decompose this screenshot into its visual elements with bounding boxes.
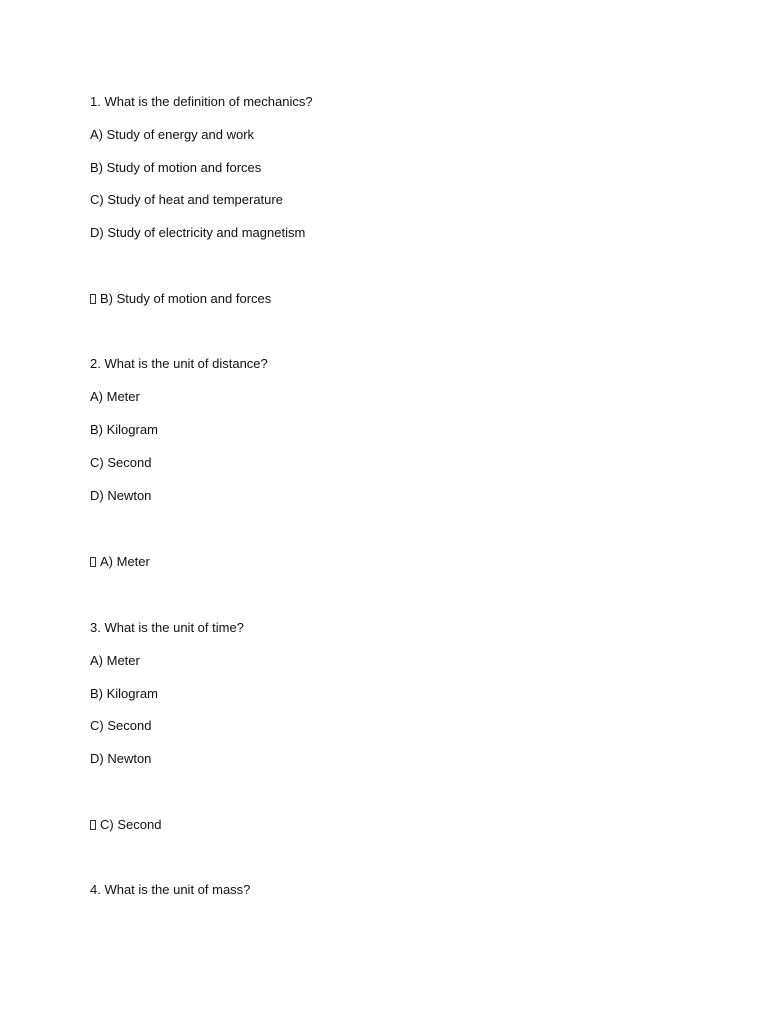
question-1-option-a: A) Study of energy and work — [90, 127, 255, 142]
question-2-answer — [90, 554, 150, 570]
question-2-option-a: A) Meter — [90, 389, 140, 404]
question-3-answer-text: C) Second — [100, 817, 162, 832]
question-3-option-a: A) Meter — [90, 653, 140, 668]
question-1-option-b: B) Study of motion and forces — [90, 160, 262, 175]
question-1-answer — [90, 291, 271, 307]
question-1-option-c: C) Study of heat and temperature — [90, 192, 283, 207]
question-2-answer-text: A) Meter — [100, 554, 150, 569]
question-3-option-d: D) Newton — [90, 751, 152, 766]
missing-glyph-icon — [90, 820, 96, 830]
question-2-option-c: C) Second — [90, 455, 152, 470]
question-1-option-d: D) Study of electricity and magnetism — [90, 225, 306, 240]
missing-glyph-icon — [90, 294, 96, 304]
question-3-text: 3. What is the unit of time? — [90, 620, 244, 635]
question-3-answer — [90, 817, 161, 833]
question-4-text: 4. What is the unit of mass? — [90, 882, 251, 897]
question-2-text: 2. What is the unit of distance? — [90, 356, 268, 371]
question-1-text: 1. What is the definition of mechanics? — [90, 94, 313, 109]
missing-glyph-icon — [90, 557, 96, 567]
question-1-answer-text: B) Study of motion and forces — [100, 291, 272, 306]
question-3-option-c: C) Second — [90, 718, 152, 733]
question-3-option-b: B) Kilogram — [90, 686, 158, 701]
question-2-option-d: D) Newton — [90, 488, 152, 503]
question-2-option-b: B) Kilogram — [90, 422, 158, 437]
